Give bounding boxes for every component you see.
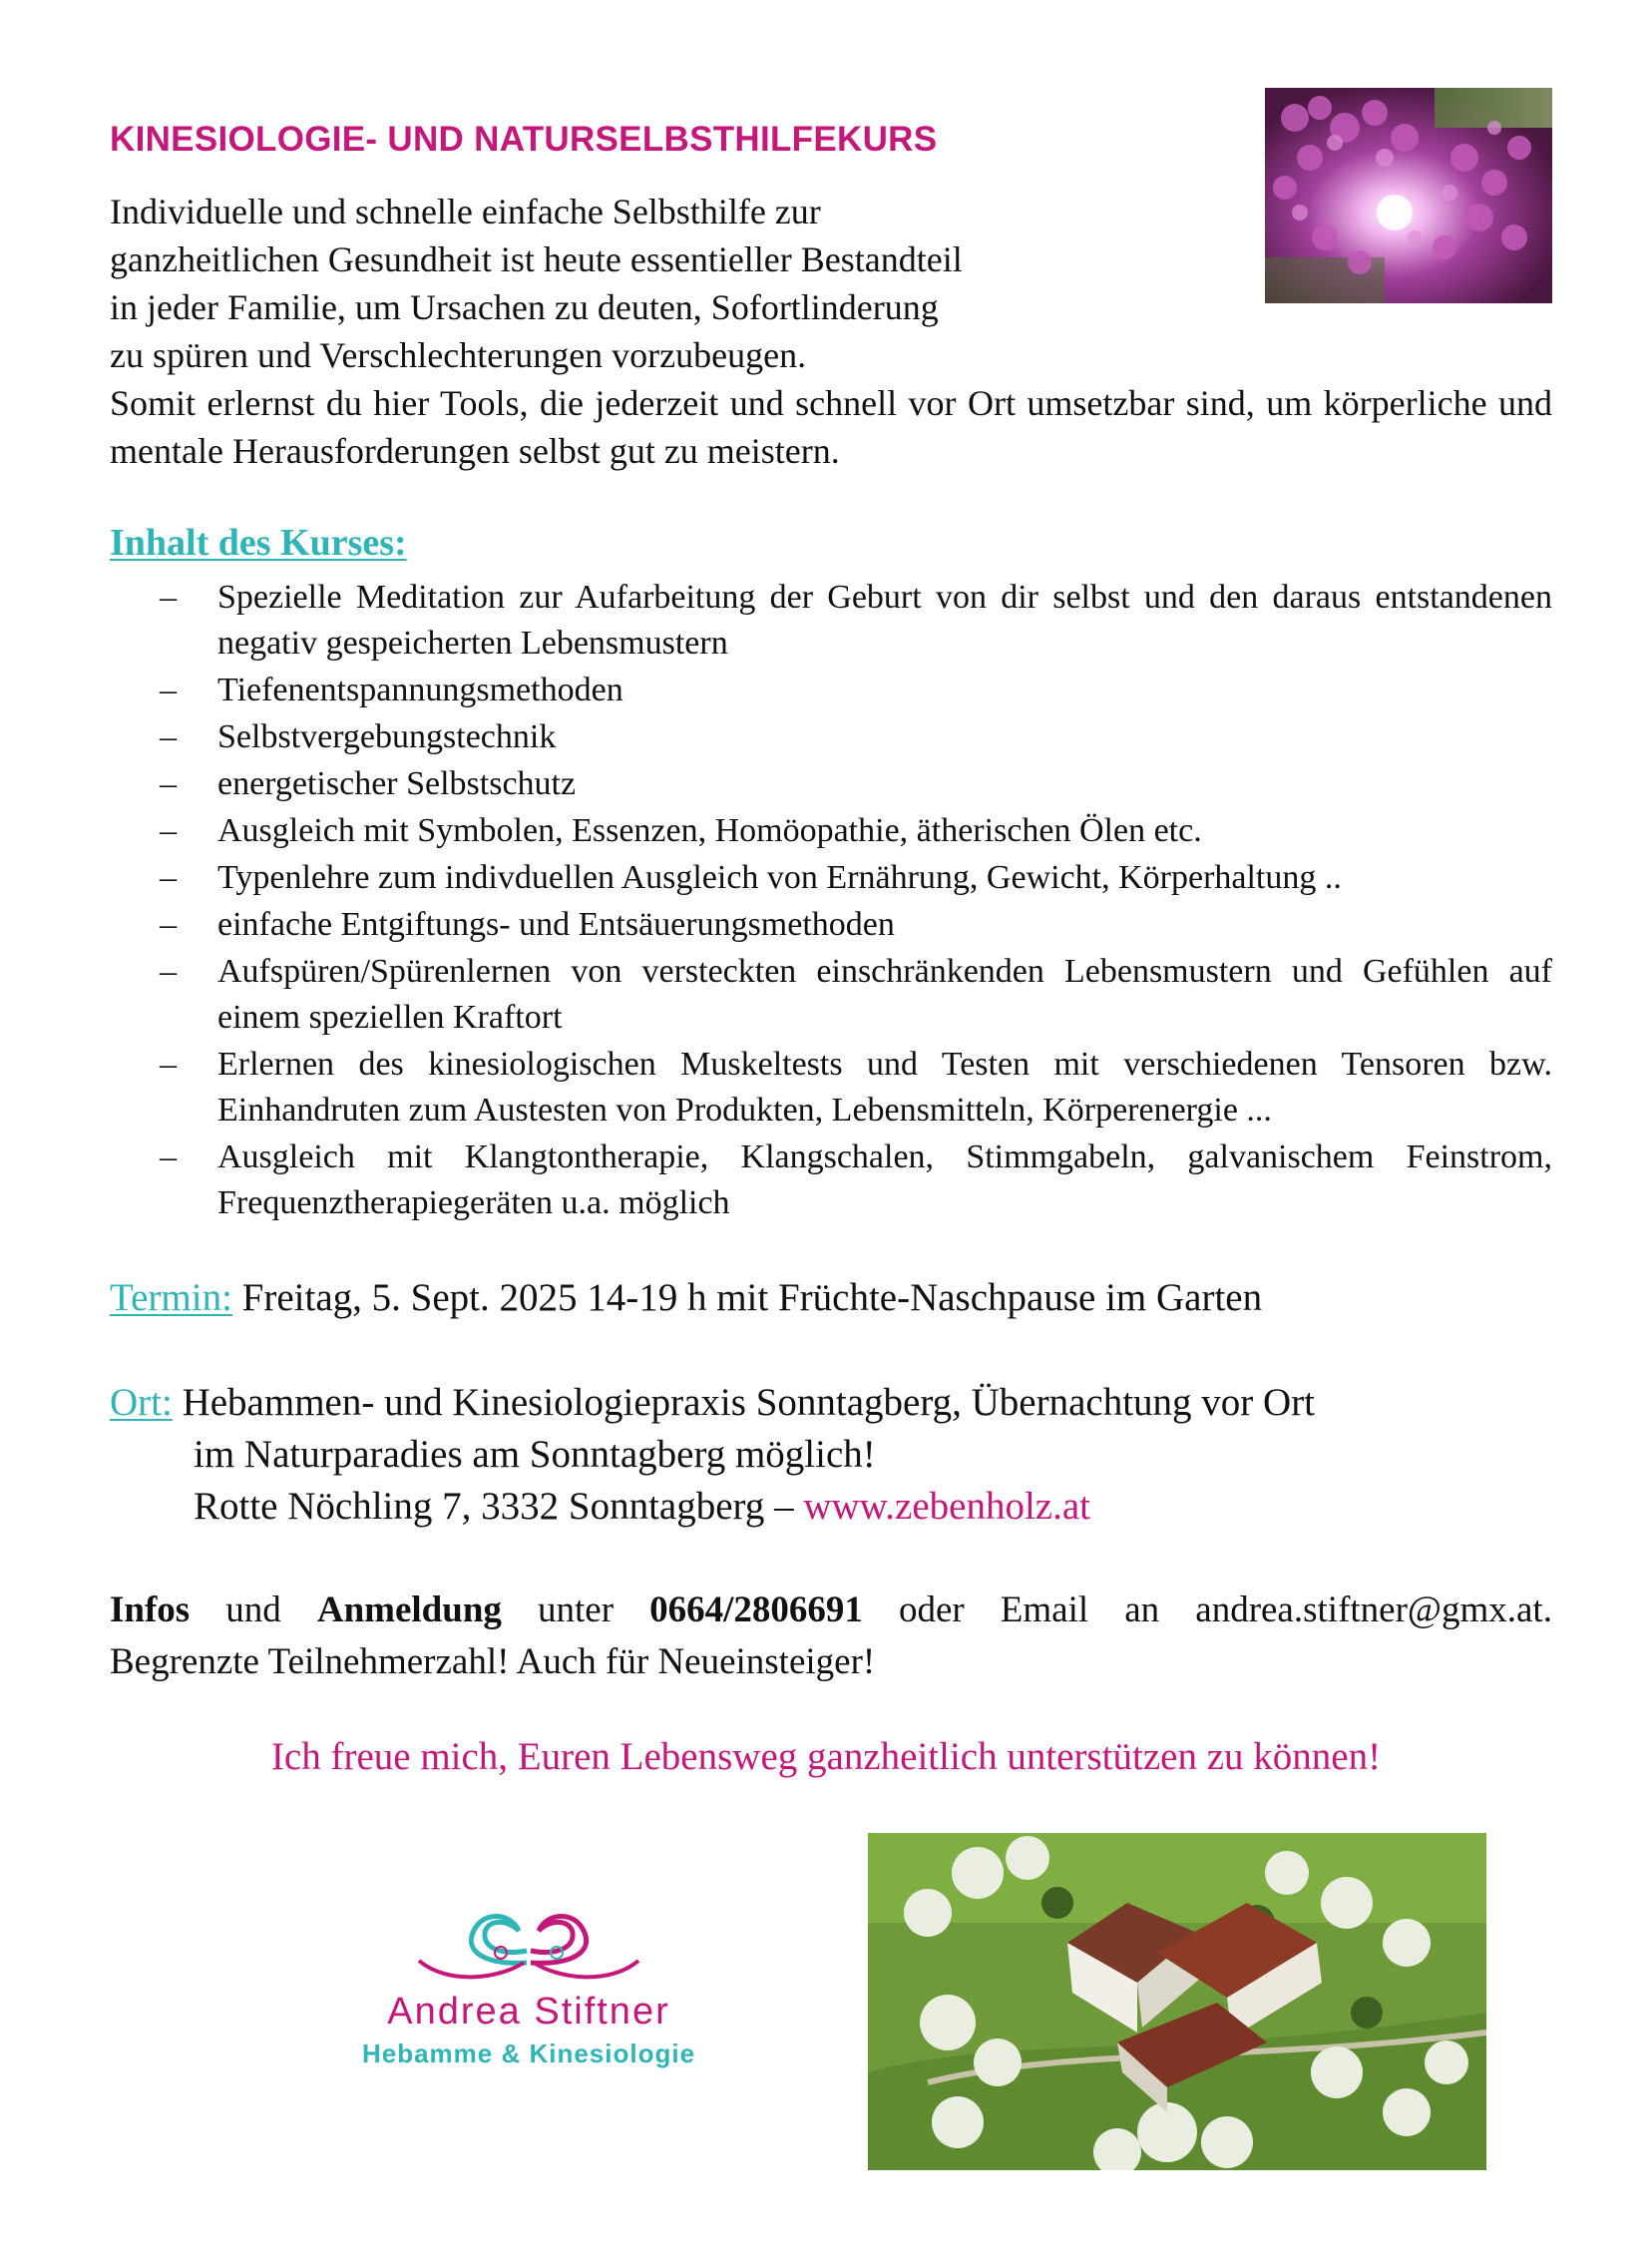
intro-line: zu spüren und Verschlechterungen vorzubeugen. xyxy=(110,335,807,375)
intro-line: ganzheitlichen Gesundheit ist heute essentieller Bestandteil xyxy=(110,239,963,279)
list-item-text: Erlernen des kinesiologischen Muskeltests und Testen mit verschiedenen Tensoren bzw. Einhandruten zum Austesten von Produkten, Lebensmitteln, Körperenergie ... xyxy=(217,1046,1552,1129)
dash-bullet: – xyxy=(160,579,177,616)
list-item-text: Selbstvergebungstechnik xyxy=(217,718,557,755)
butterfly-logo-icon xyxy=(409,1891,648,1991)
contact-word: und xyxy=(225,1589,281,1630)
dash-bullet: – xyxy=(160,765,177,802)
list-item xyxy=(110,808,1552,854)
location-block xyxy=(110,1377,1552,1533)
list-item xyxy=(110,668,1552,713)
dash-bullet: – xyxy=(160,1046,177,1083)
contact-word: an xyxy=(1124,1589,1160,1630)
list-item-text: Aufspüren/Spürenlernen von versteckten einschränkenden Lebensmustern und Gefühlen auf einem speziellen Kraftort xyxy=(217,953,1552,1036)
list-item xyxy=(110,902,1552,948)
logo xyxy=(289,1891,768,2090)
dash-bullet: – xyxy=(160,953,177,990)
website-link[interactable]: www.zebenholz.at xyxy=(803,1485,1091,1528)
address-line xyxy=(110,1481,1552,1533)
phone-number[interactable]: 0664/2806691 xyxy=(649,1589,863,1630)
dash-bullet: – xyxy=(160,718,177,755)
participants-note: Begrenzte Teilnehmerzahl! Auch für Neueinsteiger! xyxy=(110,1641,876,1682)
date-line xyxy=(110,1272,1262,1324)
dash-bullet: – xyxy=(160,812,177,849)
list-item-text: Typenlehre zum indivduellen Ausgleich von Ernährung, Gewicht, Körperhaltung .. xyxy=(217,859,1342,896)
list-item-text: Ausgleich mit Klangtontherapie, Klangschalen, Stimmgabeln, galvanischem Feinstrom, Frequenztherapiegeräten u.a. möglich xyxy=(217,1138,1552,1221)
dash-bullet: – xyxy=(160,672,177,708)
contact-block xyxy=(110,1585,1552,1688)
farmhouse-aerial-photo xyxy=(868,1833,1486,2170)
list-item xyxy=(110,855,1552,901)
list-item-text: einfache Entgiftungs- und Entsäuerungsmethoden xyxy=(217,906,895,943)
list-item-text: Tiefenentspannungsmethoden xyxy=(217,672,623,708)
email-address[interactable]: andrea.stiftner@gmx.at. xyxy=(1195,1589,1552,1630)
list-item xyxy=(110,714,1552,760)
closing-message: Ich freue mich, Euren Lebensweg ganzheitlich unterstützen zu können! xyxy=(270,1735,1382,1778)
course-content-list xyxy=(110,575,1552,1227)
list-item xyxy=(110,1042,1552,1133)
logo-name: Andrea Stiftner xyxy=(387,1991,670,2033)
list-item-text: Ausgleich mit Symbolen, Essenzen, Homöopathie, ätherischen Ölen etc. xyxy=(217,812,1202,849)
location-line: im Naturparadies am Sonntagberg möglich! xyxy=(194,1433,876,1476)
contact-word: Infos xyxy=(110,1589,191,1630)
intro-line: in jeder Familie, um Ursachen zu deuten, Sofortlinderung xyxy=(110,287,939,327)
list-item xyxy=(110,1134,1552,1226)
list-item xyxy=(110,575,1552,667)
flyer-title: KINESIOLOGIE- UND NATURSELBSTHILFEKURS xyxy=(110,120,938,159)
dash-bullet: – xyxy=(160,1138,177,1175)
date-label: Termin: xyxy=(110,1276,232,1319)
list-item-text: Spezielle Meditation zur Aufarbeitung der Geburt von dir selbst und den daraus entstandenen negativ gespeicherten Lebensmustern xyxy=(217,579,1552,662)
list-item-text: energetischer Selbstschutz xyxy=(217,765,577,802)
dash-bullet: – xyxy=(160,906,177,943)
list-item xyxy=(110,949,1552,1041)
contact-line xyxy=(110,1585,1552,1636)
dash-bullet: – xyxy=(160,859,177,896)
list-item xyxy=(110,761,1552,807)
course-content-heading: Inhalt des Kurses: xyxy=(110,522,407,564)
intro-line: Individuelle und schnelle einfache Selbsthilfe zur xyxy=(110,192,821,231)
contact-word: Anmeldung xyxy=(316,1589,502,1630)
location-label: Ort: xyxy=(110,1381,173,1424)
date-value: Freitag, 5. Sept. 2025 14-19 h mit Früchte-Naschpause im Garten xyxy=(241,1276,1263,1319)
contact-word: Email xyxy=(1000,1589,1089,1630)
location-value: Hebammen- und Kinesiologiepraxis Sonntagberg, Übernachtung vor Ort xyxy=(182,1381,1316,1424)
address-text: Rotte Nöchling 7, 3332 Sonntagberg – xyxy=(194,1485,794,1528)
logo-subtitle: Hebamme & Kinesiologie xyxy=(361,2038,696,2068)
contact-word: unter xyxy=(538,1589,615,1630)
location-line xyxy=(110,1377,1552,1429)
intro-paragraph: Somit erlernst du hier Tools, die jederzeit und schnell vor Ort umsetzbar sind, um körperliche und mentale Herausforderungen selbst gut zu meistern. xyxy=(110,383,1552,471)
intro-text xyxy=(110,188,1552,475)
contact-word: oder xyxy=(898,1589,965,1630)
